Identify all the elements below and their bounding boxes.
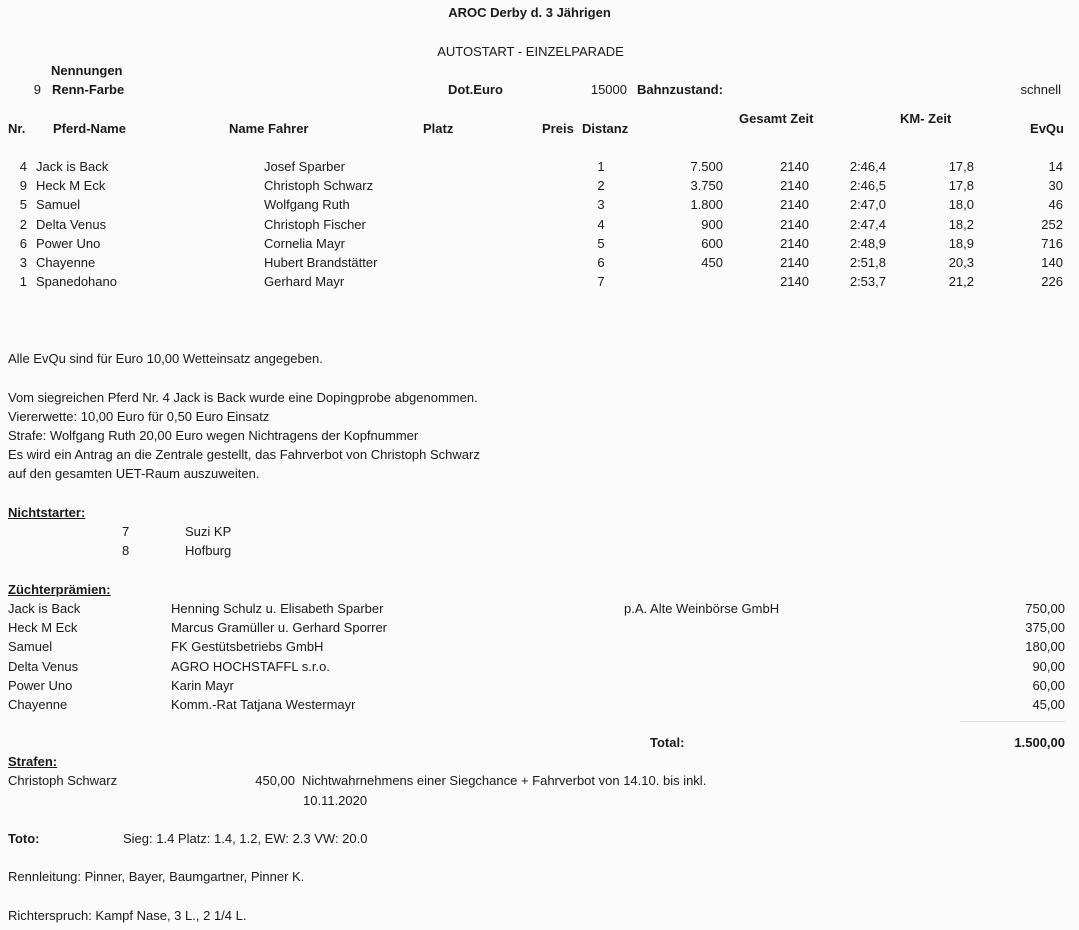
cell-pferd: Heck M Eck — [36, 178, 106, 194]
cell-nr: 5 — [19, 197, 27, 213]
total-value: 1.500,00 — [1014, 735, 1065, 750]
zuechter-betrag: 180,00 — [1025, 639, 1065, 655]
cell-fahrer: Cornelia Mayr — [264, 235, 345, 251]
cell-platz: 7 — [597, 274, 605, 290]
bahnzustand-value: schnell — [1020, 82, 1061, 97]
cell-evqu: 30 — [1048, 178, 1063, 194]
cell-distanz: 2140 — [780, 159, 809, 174]
cell-km: 18,9 — [948, 235, 974, 251]
cell-preis: 900 — [701, 216, 723, 232]
cell-distanz: 2140 — [780, 197, 809, 213]
cell-preis: 7.500 — [690, 159, 723, 174]
nennungen-label: Nennungen — [51, 63, 123, 78]
cell-fahrer: Christoph Fischer — [264, 216, 366, 232]
cell-evqu: 140 — [1041, 255, 1063, 270]
cell-evqu: 226 — [1041, 274, 1063, 290]
cell-km: 17,8 — [948, 159, 974, 174]
cell-pferd: Jack is Back — [36, 159, 109, 174]
cell-distanz: 2140 — [780, 216, 809, 232]
dotation-label: Dot.Euro — [448, 82, 503, 97]
cell-gesamt: 2:46,5 — [849, 178, 886, 194]
zuechter-pferd: Heck M Eck — [8, 620, 78, 636]
cell-platz: 2 — [597, 178, 605, 194]
nichtstarter-heading: Nichtstarter: — [8, 505, 86, 520]
cell-platz: 5 — [597, 235, 605, 251]
nichtstarter-nr: 7 — [122, 524, 130, 539]
cell-km: 18,0 — [948, 197, 974, 213]
richterspruch: Richterspruch: Kampf Nase, 3 L., 2 1/4 L. — [8, 908, 247, 923]
cell-gesamt: 2:47,0 — [849, 197, 886, 213]
cell-preis: 450 — [701, 255, 723, 270]
cell-km: 20,3 — [948, 255, 974, 270]
dotation-value: 15000 — [590, 82, 627, 97]
col-km: KM- Zeit — [900, 111, 952, 126]
cell-km: 17,8 — [948, 178, 974, 194]
cell-evqu: 716 — [1041, 235, 1063, 251]
cell-platz: 6 — [597, 255, 605, 270]
doping-note: Vom siegreichen Pferd Nr. 4 Jack is Back wurde eine Dopingprobe abgenommen. — [8, 390, 478, 405]
col-fahrer: Name Fahrer — [229, 121, 309, 136]
cell-preis: 3.750 — [690, 178, 723, 194]
cell-fahrer: Josef Sparber — [264, 159, 345, 174]
zuechter-pferd: Samuel — [8, 639, 53, 655]
cell-gesamt: 2:53,7 — [849, 274, 886, 290]
zuechter-name: FK Gestütsbetriebs GmbH — [171, 639, 324, 655]
antrag-note-1: Es wird ein Antrag an die Zentrale gestellt, das Fahrverbot von Christoph Schwarz — [8, 447, 480, 462]
zuechter-name: Henning Schulz u. Elisabeth Sparber — [171, 601, 384, 616]
race-subtitle: AUTOSTART - EINZELPARADE — [437, 44, 624, 59]
cell-platz: 3 — [597, 197, 605, 213]
zuechter-betrag: 375,00 — [1025, 620, 1065, 636]
cell-pferd: Delta Venus — [36, 216, 107, 232]
cell-distanz: 2140 — [780, 274, 809, 290]
zuechter-name: Komm.-Rat Tatjana Westermayr — [171, 697, 356, 712]
col-distanz: Distanz — [582, 121, 629, 136]
zuechter-name: Karin Mayr — [171, 677, 234, 693]
total-divider — [960, 721, 1065, 722]
strafe-text-1: Nichtwahrnehmens einer Siegchance + Fahrverbot von 14.10. bis inkl. — [302, 773, 707, 788]
zuechter-name: Marcus Gramüller u. Gerhard Sporrer — [171, 620, 388, 636]
nichtstarter-nr: 8 — [122, 543, 130, 558]
strafen-heading: Strafen: — [8, 754, 58, 769]
cell-platz: 1 — [597, 159, 605, 174]
cell-nr: 4 — [19, 159, 27, 174]
zuechter-pferd: Chayenne — [8, 697, 68, 712]
cell-fahrer: Gerhard Mayr — [264, 274, 345, 290]
col-platz: Platz — [423, 121, 454, 136]
col-gesamt: Gesamt Zeit — [739, 111, 814, 126]
rennfarbe-label: Renn-Farbe — [52, 82, 125, 97]
zuechter-pferd: Jack is Back — [8, 601, 81, 616]
cell-gesamt: 2:48,9 — [849, 235, 886, 251]
cell-distanz: 2140 — [780, 255, 809, 270]
cell-evqu: 252 — [1041, 216, 1063, 232]
bahnzustand-label: Bahnzustand: — [637, 82, 723, 97]
nichtstarter-name: Suzi KP — [185, 524, 232, 539]
zuechter-extra: p.A. Alte Weinbörse GmbH — [624, 601, 780, 616]
col-pferd: Pferd-Name — [53, 121, 126, 136]
cell-evqu: 46 — [1048, 197, 1063, 213]
cell-fahrer: Wolfgang Ruth — [264, 197, 350, 213]
nennungen-count: 9 — [33, 82, 41, 97]
cell-pferd: Spanedohano — [36, 274, 117, 290]
toto-label: Toto: — [8, 831, 40, 846]
col-evqu: EvQu — [1030, 121, 1064, 136]
cell-km: 18,2 — [948, 216, 974, 232]
col-nr: Nr. — [8, 121, 26, 136]
cell-nr: 1 — [19, 274, 27, 290]
cell-nr: 2 — [19, 216, 27, 232]
zuechter-pferd: Power Uno — [8, 677, 73, 693]
zuechter-betrag: 750,00 — [1025, 601, 1065, 616]
evqu-note: Alle EvQu sind für Euro 10,00 Wetteinsatz angegeben. — [8, 351, 323, 366]
zuechter-betrag: 60,00 — [1032, 677, 1065, 693]
cell-preis: 1.800 — [690, 197, 723, 213]
strafe-note: Strafe: Wolfgang Ruth 20,00 Euro wegen Nichtragens der Kopfnummer — [8, 428, 419, 443]
cell-km: 21,2 — [948, 274, 974, 290]
strafe-name: Christoph Schwarz — [8, 773, 118, 788]
nichtstarter-name: Hofburg — [185, 543, 232, 558]
cell-fahrer: Hubert Brandstätter — [264, 255, 378, 270]
cell-fahrer: Christoph Schwarz — [264, 178, 374, 194]
toto-value: Sieg: 1.4 Platz: 1.4, 1.2, EW: 2.3 VW: 20.0 — [123, 831, 368, 846]
cell-evqu: 14 — [1048, 159, 1063, 174]
zuechter-name: AGRO HOCHSTAFFL s.r.o. — [171, 658, 330, 674]
col-preis: Preis — [542, 121, 574, 136]
zuechter-betrag: 45,00 — [1032, 697, 1065, 712]
cell-gesamt: 2:51,8 — [849, 255, 886, 270]
cell-platz: 4 — [597, 216, 605, 232]
viererwette-note: Viererwette: 10,00 Euro für 0,50 Euro Einsatz — [8, 409, 270, 424]
cell-pferd: Chayenne — [36, 255, 96, 270]
cell-nr: 3 — [19, 255, 27, 270]
cell-nr: 9 — [19, 178, 27, 194]
zuechter-pferd: Delta Venus — [8, 658, 79, 674]
cell-pferd: Power Uno — [36, 235, 101, 251]
rennleitung: Rennleitung: Pinner, Bayer, Baumgartner, Pinner K. — [8, 869, 305, 884]
total-label: Total: — [650, 735, 685, 750]
strafe-betrag: 450,00 — [255, 773, 295, 788]
zuechter-heading: Züchterprämien: — [8, 582, 111, 597]
strafe-text-2: 10.11.2020 — [303, 793, 368, 808]
race-title: AROC Derby d. 3 Jährigen — [448, 5, 611, 20]
zuechter-betrag: 90,00 — [1032, 658, 1065, 674]
cell-gesamt: 2:46,4 — [849, 159, 886, 174]
antrag-note-2: auf den gesamten UET-Raum auszuweiten. — [8, 466, 260, 481]
cell-preis: 600 — [701, 235, 723, 251]
cell-pferd: Samuel — [36, 197, 81, 213]
cell-distanz: 2140 — [780, 178, 809, 194]
cell-gesamt: 2:47,4 — [849, 216, 886, 232]
cell-distanz: 2140 — [780, 235, 809, 251]
cell-nr: 6 — [19, 235, 27, 251]
